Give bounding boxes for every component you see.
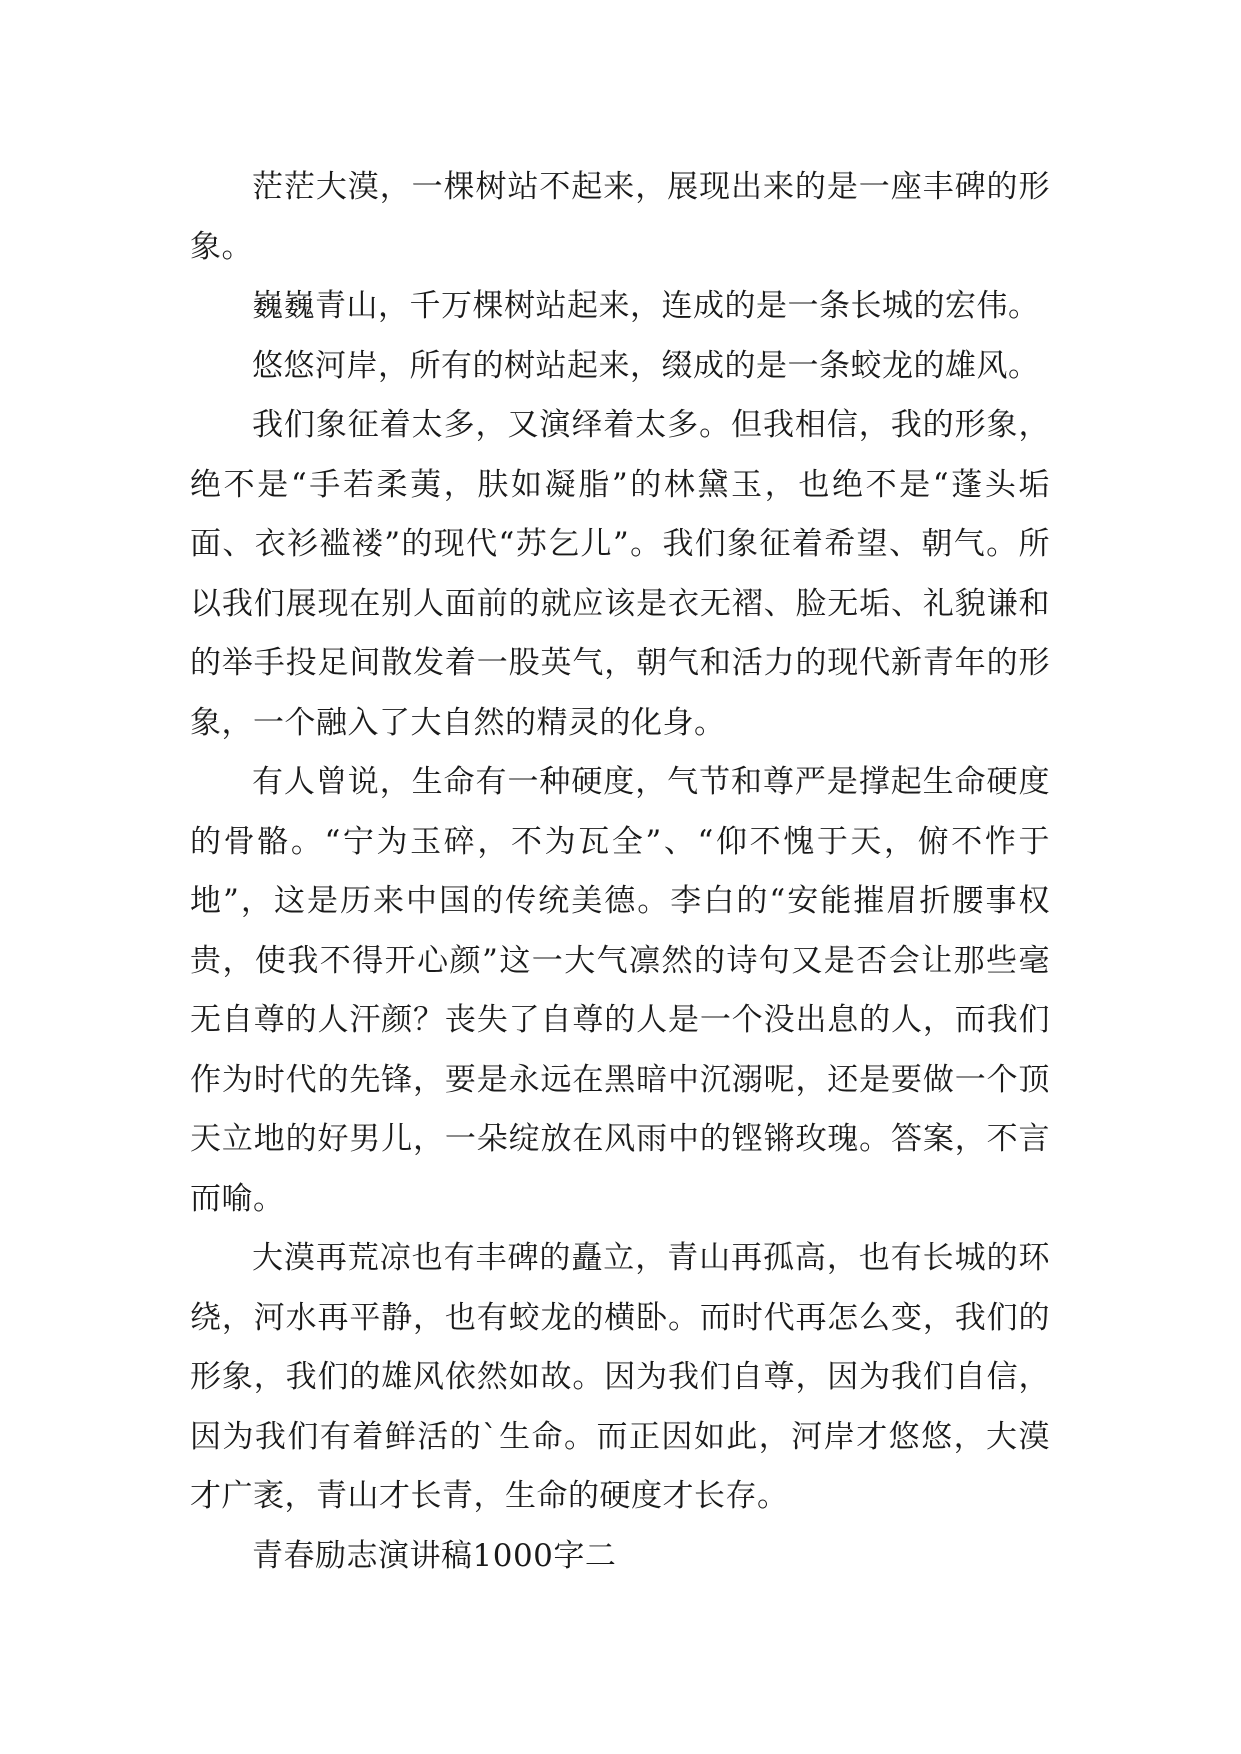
section-heading: 青春励志演讲稿1000字二 — [252, 1537, 617, 1574]
paragraph-6: 大漠再荒凉也有丰碑的矗立，青山再孤高，也有长城的环绕，河水再平静，也有蛟龙的横卧。而时代再怎么变，我们的形象，我们的雄风依然如故。因为我们自尊，因为我们自信，因为我们有着鲜活的`生命。而正因如此，河岸才悠悠，大漠才广袤，青山才长青，生命的硬度才长存。 — [190, 1240, 1050, 1514]
document-body — [190, 158, 1050, 1586]
paragraph-3: 悠悠河岸，所有的树站起来，缀成的是一条蛟龙的雄风。 — [252, 347, 1040, 384]
paragraph-4: 我们象征着太多，又演绎着太多。但我相信，我的形象，绝不是“手若柔荑，肤如凝脂”的林黛玉，也绝不是“蓬头垢面、衣衫褴褛”的现代“苏乞儿”。我们象征着希望、朝气。所以我们展现在别人面前的就应该是衣无褶、脸无垢、礼貌谦和的举手投足间散发着一股英气，朝气和活力的现代新青年的形象，一个融入了大自然的精灵的化身。 — [190, 407, 1050, 741]
paragraph-5: 有人曾说，生命有一种硬度，气节和尊严是撑起生命硬度的骨骼。“宁为玉碎，不为瓦全”、“仰不愧于天，俯不怍于地”，这是历来中国的传统美德。李白的“安能摧眉折腰事权贵，使我不得开心颜”这一大气凛然的诗句又是否会让那些毫无自尊的人汗颜？丧失了自尊的人是一个没出息的人，而我们作为时代的先锋，要是永远在黑暗中沉溺呢，还是要做一个顶天立地的好男儿，一朵绽放在风雨中的铿锵玫瑰。答案，不言而喻。 — [190, 764, 1050, 1217]
paragraph-1: 茫茫大漠，一棵树站不起来，展现出来的是一座丰碑的形象。 — [190, 169, 1050, 265]
paragraph-2: 巍巍青山，千万棵树站起来，连成的是一条长城的宏伟。 — [252, 288, 1040, 324]
